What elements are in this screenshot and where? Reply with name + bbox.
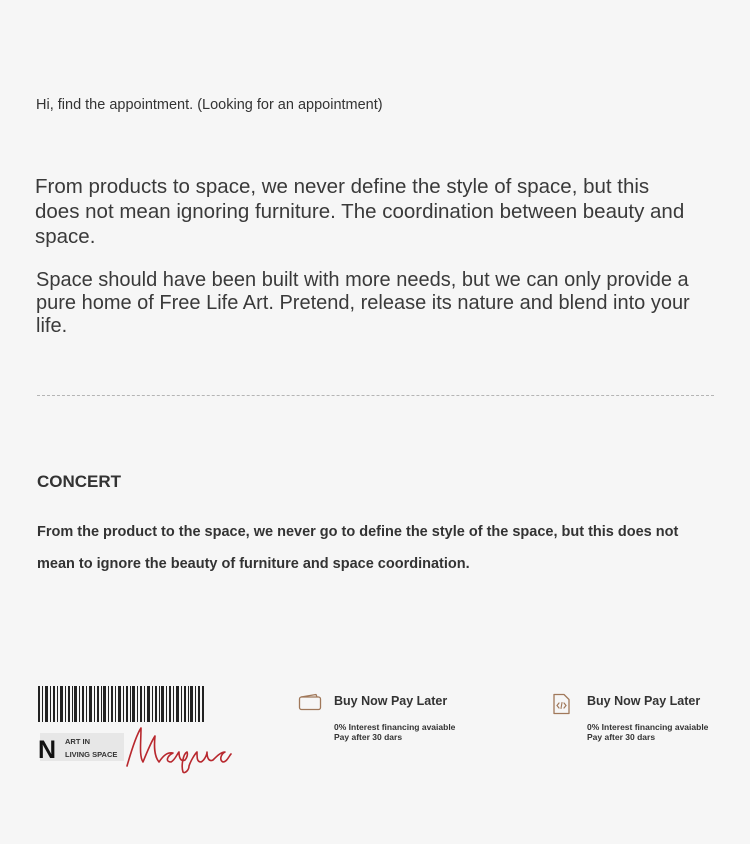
logo-letter: N (38, 736, 57, 764)
concert-description: From the product to the space, we never go to define the style of the space, but this does not mean to ignore the beauty of furniture and space coordination. (37, 524, 679, 572)
feature-description-line-1: 0% Interest financing avaiable (587, 722, 709, 732)
appointment-text: Hi, find the appointment. (Looking for an appointment) (36, 97, 383, 113)
logo-line-2: LIVING SPACE (65, 750, 118, 759)
intro-paragraph-1: From products to space, we never define the style of space, but this does not mean ignoring furniture. The coordination between beauty and space. (35, 175, 685, 248)
barcode-icon (38, 686, 206, 724)
feature-title: Buy Now Pay Later (334, 694, 448, 708)
wallet-icon (298, 693, 322, 711)
feature-description-line-2: Pay after 30 dars (587, 732, 656, 742)
dashed-divider (37, 395, 714, 396)
logo-line-1: ART IN (65, 737, 90, 746)
feature-title: Buy Now Pay Later (587, 694, 701, 708)
feature-description-line-2: Pay after 30 dars (334, 732, 403, 742)
code-document-icon (551, 693, 571, 715)
signature-image (121, 722, 233, 776)
feature-description-line-1: 0% Interest financing avaiable (334, 722, 456, 732)
brand-block (38, 686, 238, 778)
intro-paragraph-2: Space should have been built with more needs, but we can only provide a pure home of Free Life Art. Pretend, release its nature and blend into your life. (36, 269, 690, 337)
concert-heading: CONCERT (37, 472, 122, 491)
